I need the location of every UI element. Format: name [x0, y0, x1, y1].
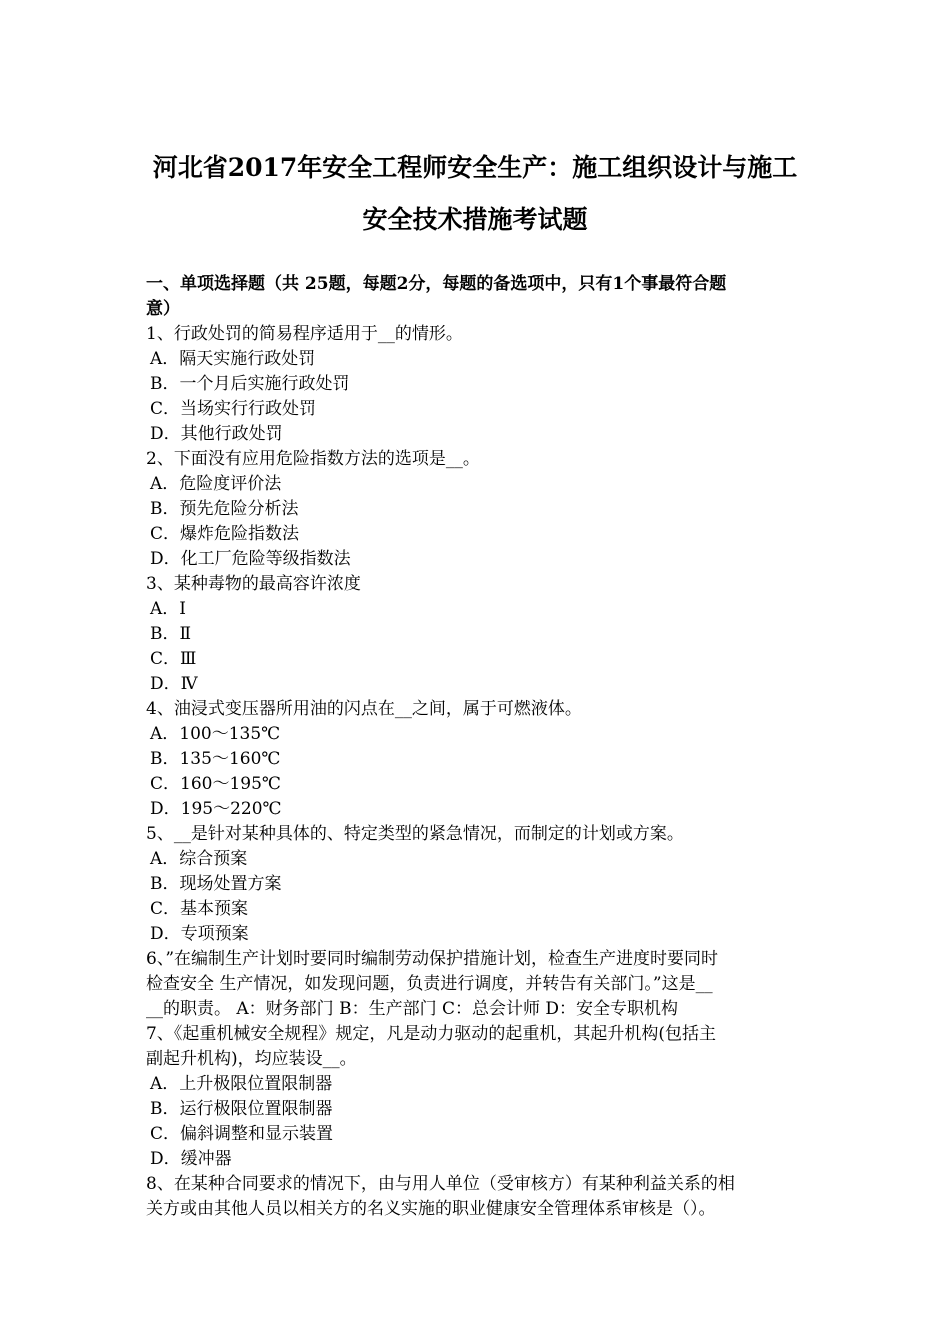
q4-option-b: B．135～160℃: [150, 749, 281, 769]
q2-option-a: A．危险度评价法: [150, 474, 282, 494]
q4-option-a: A．100～135℃: [150, 724, 281, 744]
question-2: 2、下面没有应用危险指数方法的选项是__。: [146, 449, 480, 469]
question-7-line-1: 7、《起重机械安全规程》规定，凡是动力驱动的起重机，其起升机构(包括主: [146, 1024, 716, 1044]
q2-option-c: C．爆炸危险指数法: [150, 524, 300, 544]
question-6-line-3: __的职责。 A：财务部门 B：生产部门 C：总会计师 D：安全专职机构: [146, 999, 679, 1019]
q1-option-a: A．隔天实施行政处罚: [150, 349, 316, 369]
section-heading-continued: 意）: [146, 299, 180, 319]
q4-option-d: D．195～220℃: [150, 799, 282, 819]
question-8-line-1: 8、在某种合同要求的情况下，由与用人单位（受审核方）有某种利益关系的相: [146, 1174, 735, 1194]
q3-option-b: B．Ⅱ: [150, 624, 192, 644]
q7-option-a: A．上升极限位置限制器: [150, 1074, 333, 1094]
question-8-line-2: 关方或由其他人员以相关方的名义实施的职业健康安全管理体系审核是（）。: [146, 1199, 716, 1219]
q1-option-b: B．一个月后实施行政处罚: [150, 374, 350, 394]
q3-option-c: C．Ⅲ: [150, 649, 197, 669]
q7-option-c: C．偏斜调整和显示装置: [150, 1124, 334, 1144]
question-1: 1、行政处罚的简易程序适用于__的情形。: [146, 324, 463, 344]
q4-option-c: C．160～195℃: [150, 774, 281, 794]
q3-option-a: A．Ⅰ: [150, 599, 186, 619]
question-5: 5、__是针对某种具体的、特定类型的紧急情况，而制定的计划或方案。: [146, 824, 684, 844]
q1-option-d: D．其他行政处罚: [150, 424, 283, 444]
document-title-line-1: 河北省2017年安全工程师安全生产：施工组织设计与施工: [152, 153, 798, 182]
q5-option-c: C．基本预案: [150, 899, 249, 919]
q5-option-a: A．综合预案: [150, 849, 248, 869]
section-heading: 一、单项选择题（共 25题，每题2分，每题的备选项中，只有1个事最符合题: [146, 274, 727, 294]
q7-option-b: B．运行极限位置限制器: [150, 1099, 333, 1119]
q7-option-d: D．缓冲器: [150, 1149, 232, 1169]
q3-option-d: D．Ⅳ: [150, 674, 198, 694]
document-body: [146, 272, 810, 1222]
document-title-line-2: 安全技术措施考试题: [362, 205, 588, 234]
q1-option-c: C．当场实行行政处罚: [150, 399, 317, 419]
question-3: 3、某种毒物的最高容许浓度: [146, 574, 361, 594]
question-6-line-1: 6、”在编制生产计划时要同时编制劳动保护措施计划，检查生产进度时要同时: [146, 949, 719, 969]
question-4: 4、油浸式变压器所用油的闪点在__之间，属于可燃液体。: [146, 699, 582, 719]
q2-option-b: B．预先危险分析法: [150, 499, 299, 519]
q2-option-d: D．化工厂危险等级指数法: [150, 549, 351, 569]
question-6-line-2: 检查安全 生产情况，如发现问题，负责进行调度，并转告有关部门。”这是__: [146, 974, 713, 994]
q5-option-b: B．现场处置方案: [150, 874, 282, 894]
q5-option-d: D．专项预案: [150, 924, 249, 944]
question-7-line-2: 副起升机构)，均应装设__。: [146, 1049, 357, 1069]
